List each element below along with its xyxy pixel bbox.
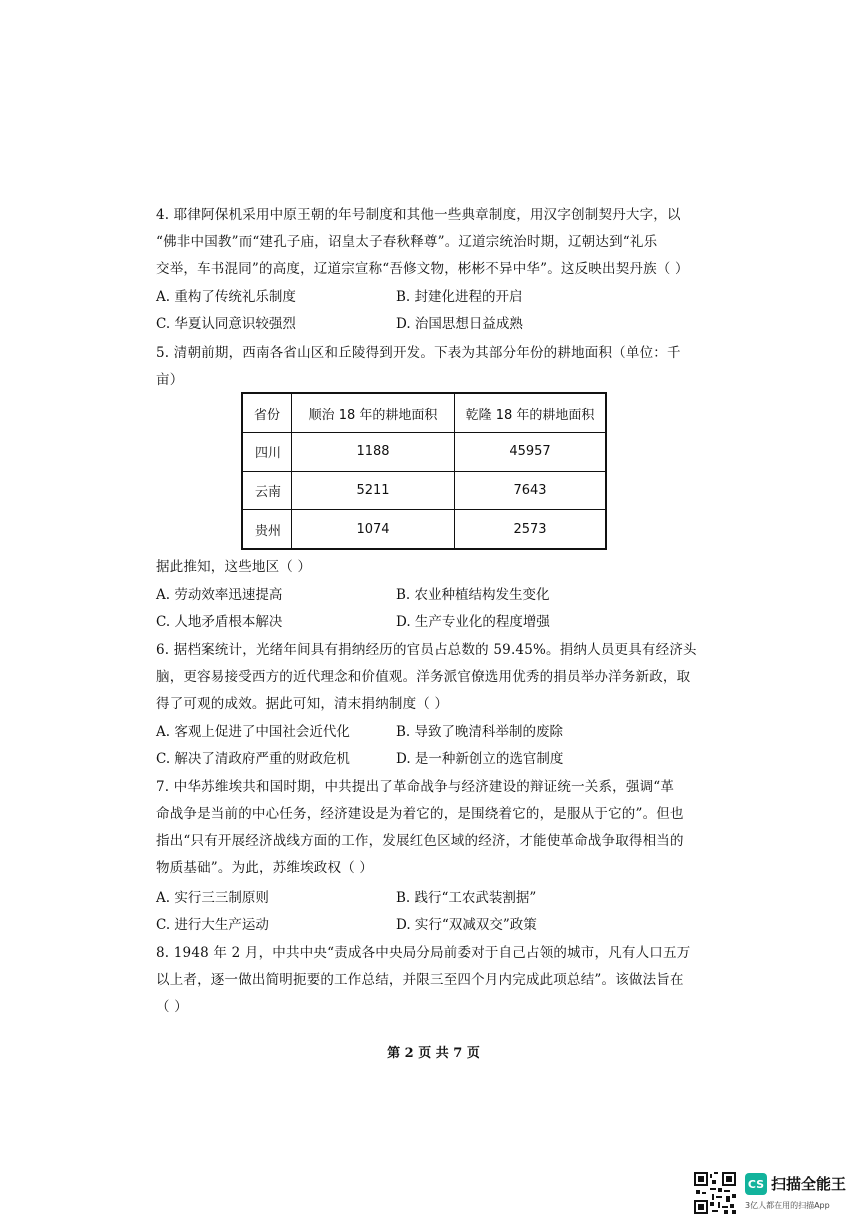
table-cell-province: 贵州 (242, 510, 292, 549)
scanner-app-name: 扫描全能王 (771, 1175, 847, 1193)
table-row (242, 510, 606, 549)
q6-option-b: B. 导致了晚清科举制的废除 (396, 724, 564, 740)
table-cell-shunzhi: 5211 (292, 471, 455, 510)
q5-option-d: D. 生产专业化的程度增强 (396, 614, 550, 630)
q4-option-c: C. 华夏认同意识较强烈 (156, 316, 296, 332)
q6-option-d: D. 是一种新创立的选官制度 (396, 751, 564, 767)
q4-line-2: “佛非中国教”而“建孔子庙，诏皇太子春秋释尊”。辽道宗统治时期，辽朝达到“礼乐 (156, 234, 658, 250)
q6-line-2: 脑，更容易接受西方的近代理念和价值观。洋务派官僚选用优秀的捐员举办洋务新政，取 (156, 669, 691, 685)
qr-code-icon (694, 1172, 736, 1214)
q5-option-c: C. 人地矛盾根本解决 (156, 614, 283, 630)
q8-line-3: （ ） (156, 999, 188, 1015)
table-row (242, 433, 606, 472)
table-cell-shunzhi: 1188 (292, 433, 455, 472)
q5-option-b: B. 农业种植结构发生变化 (396, 587, 550, 603)
table-cell-qianlong: 2573 (455, 510, 607, 549)
q6-line-1: 6. 据档案统计，光绪年间具有捐纳经历的官员占总数的 59.45%。捐纳人员更具有经济头 (156, 642, 697, 658)
q7-option-b: B. 践行“工农武装割据” (396, 890, 537, 906)
q5-stem: 据此推知，这些地区（ ） (156, 559, 312, 575)
table-header-row (242, 393, 606, 433)
q8-line-2: 以上者，逐一做出简明扼要的工作总结，并限三至四个月内完成此项总结”。该做法旨在 (156, 972, 684, 988)
table-row (242, 471, 606, 510)
q6-line-3: 得了可观的成效。据此可知，清末捐纳制度（ ） (156, 696, 449, 712)
q4-line-1: 4. 耶律阿保机采用中原王朝的年号制度和其他一些典章制度，用汉字创制契丹大字，以 (156, 207, 681, 223)
table-cell-shunzhi: 1074 (292, 510, 455, 549)
q8-line-1: 8. 1948 年 2 月，中共中央“责成各中央局分局前委对于自己占领的城市，凡有人口五万 (156, 945, 691, 961)
q7-line-2: 命战争是当前的中心任务，经济建设是为着它的，是围绕着它的，是服从于它的”。但也 (156, 806, 684, 822)
q7-option-a: A. 实行三三制原则 (156, 890, 269, 906)
q4-line-3: 交举，车书混同”的高度，辽道宗宣称“吾修文物，彬彬不异中华”。这反映出契丹族（ ） (156, 261, 689, 277)
q7-line-4: 物质基础”。为此，苏维埃政权（ ） (156, 860, 374, 876)
table-cell-qianlong: 7643 (455, 471, 607, 510)
q7-option-c: C. 进行大生产运动 (156, 917, 269, 933)
table-cell-province: 四川 (242, 433, 292, 472)
table-cell-qianlong: 45957 (455, 433, 607, 472)
farmland-table (241, 392, 607, 550)
page-number: 第 2 页 共 7 页 (387, 1046, 480, 1061)
scanner-app-subtitle: 3亿人都在用的扫描App (745, 1201, 830, 1210)
q5-line-1: 5. 清朝前期，西南各省山区和丘陵得到开发。下表为其部分年份的耕地面积（单位：千 (156, 345, 681, 361)
q7-option-d: D. 实行“双减双交”政策 (396, 917, 537, 933)
table-header-province: 省份 (242, 393, 292, 433)
camscanner-logo-icon: CS (745, 1173, 767, 1195)
q4-option-d: D. 治国思想日益成熟 (396, 316, 523, 332)
table-header-qianlong: 乾隆 18 年的耕地面积 (455, 393, 607, 433)
q4-option-b: B. 封建化进程的开启 (396, 289, 523, 305)
q6-option-a: A. 客观上促进了中国社会近代化 (156, 724, 350, 740)
q5-line-2: 亩） (156, 372, 184, 388)
table-header-shunzhi: 顺治 18 年的耕地面积 (292, 393, 455, 433)
table-cell-province: 云南 (242, 471, 292, 510)
q4-option-a: A. 重构了传统礼乐制度 (156, 289, 296, 305)
q5-option-a: A. 劳动效率迅速提高 (156, 587, 283, 603)
q6-option-c: C. 解决了清政府严重的财政危机 (156, 751, 350, 767)
q7-line-1: 7. 中华苏维埃共和国时期，中共提出了革命战争与经济建设的辩证统一关系，强调“革 (156, 779, 675, 795)
q7-line-3: 指出“只有开展经济战线方面的工作，发展红色区域的经济，才能使革命战争取得相当的 (156, 833, 684, 849)
